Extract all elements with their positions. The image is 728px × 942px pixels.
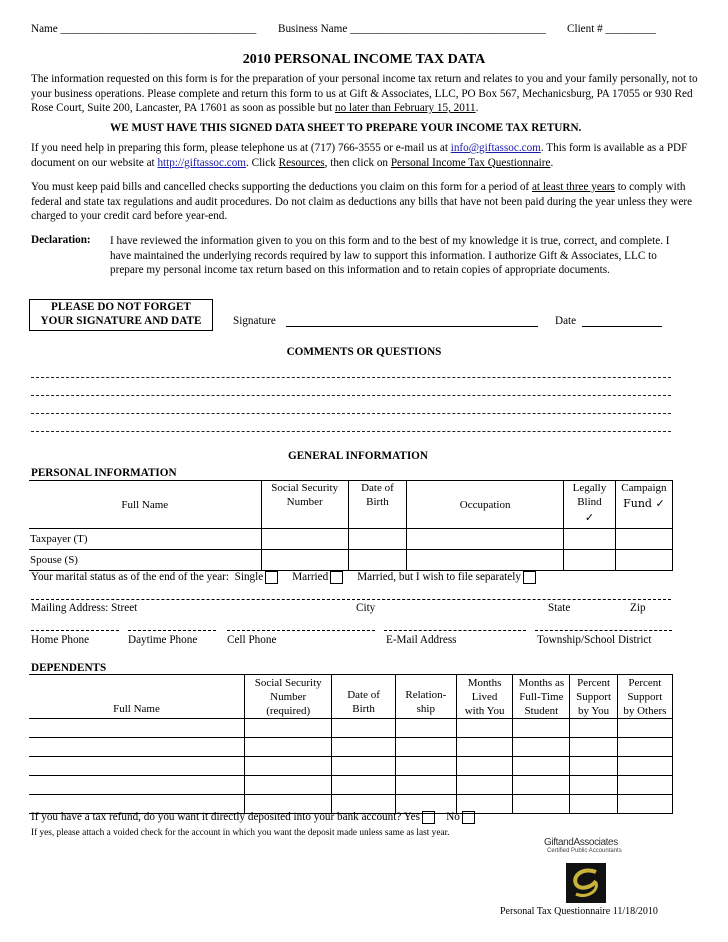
website-link[interactable]: http://giftassoc.com: [157, 156, 247, 169]
street-label: Mailing Address: Street: [31, 602, 138, 614]
dep-header-ssn: Social Security Number (required): [245, 675, 332, 719]
dependents-table: [29, 674, 673, 814]
home-phone-label: Home Phone: [31, 634, 90, 646]
general-info-title: GENERAL INFORMATION: [288, 450, 428, 462]
taxpayer-dob-cell[interactable]: [348, 529, 406, 550]
daytime-phone-label: Daytime Phone: [128, 634, 198, 646]
header-legally-blind: Legally Blind ✓: [564, 481, 616, 529]
taxpayer-campaign-cell[interactable]: [615, 529, 672, 550]
city-label: City: [356, 602, 376, 614]
taxpayer-occupation-cell[interactable]: [407, 529, 564, 550]
row-label-spouse: Spouse (S): [29, 550, 261, 571]
refund-question-row: If you have a tax refund, do you want it directly deposited into your bank account? Yes No: [31, 811, 475, 824]
header-full-name: Full Name: [29, 481, 261, 529]
taxpayer-blind-cell[interactable]: [564, 529, 616, 550]
help-paragraph: If you need help in preparing this form, please telephone us at (717) 766-3555 or e-mail us at info@giftassoc.com. This form is available as a PDF document on our website at http://giftassoc.com. Click Resources, then click on Personal Income Tax Questionnaire.: [31, 142, 688, 169]
footer-text: Personal Tax Questionnaire 11/18/2010: [500, 906, 658, 917]
spouse-ssn-cell[interactable]: [261, 550, 348, 571]
intro-paragraph: The information requested on this form is for the preparation of your personal income tax return and relates to you and your family personally, not to your business operations. Please complete and return this form to us at Gift & Associates, LLC, PO Box 567, Mechanicsburg, PA 17055 or 930 Red Rose Court, Suite 200, Lancaster, PA 17601 as soon as possible but no later than February 15, 2011.: [31, 73, 698, 114]
email-link[interactable]: info@giftassoc.com: [450, 142, 541, 154]
zip-label: Zip: [630, 602, 646, 614]
home-phone-line[interactable]: [31, 630, 119, 631]
date-line[interactable]: [582, 326, 662, 327]
header-campaign-fund: Campaign Fund ✓: [615, 481, 672, 529]
spouse-campaign-cell[interactable]: [615, 550, 672, 571]
header-ssn: Social Security Number: [261, 481, 348, 529]
dep-header-relationship: Relation- ship: [395, 675, 456, 719]
comment-line[interactable]: [31, 395, 671, 396]
company-logo-name: GiftandAssociates: [544, 837, 618, 848]
district-line[interactable]: [535, 630, 672, 631]
page-title: 2010 PERSONAL INCOME TAX DATA: [242, 52, 486, 67]
personal-info-table: [29, 480, 673, 571]
business-name-field-label: Business Name ___________________________________: [278, 23, 546, 35]
marital-status-row: Your marital status as of the end of the year: Single Married Married, but I wish to file separately: [31, 571, 536, 584]
spouse-dob-cell[interactable]: [348, 550, 406, 571]
comment-line[interactable]: [31, 431, 671, 432]
must-sign-notice: WE MUST HAVE THIS SIGNED DATA SHEET TO PREPARE YOUR INCOME TAX RETURN.: [110, 122, 582, 134]
declaration-text: I have reviewed the information given to you on this form and to the best of my knowledge it is true, correct, and complete. I have maintained the underlying records required by law to support this information. I authorize Gift & Associates, LLC to prepare my personal income tax return based on this information and to retain copies of appropriate documents.: [110, 235, 670, 276]
dep-header-full-name: Full Name: [29, 675, 245, 719]
email-address-label: E-Mail Address: [386, 634, 457, 646]
table-row[interactable]: [29, 738, 673, 757]
comment-line[interactable]: [31, 413, 671, 414]
comments-title: COMMENTS OR QUESTIONS: [286, 346, 442, 358]
table-row[interactable]: [29, 757, 673, 776]
signature-reminder-box: PLEASE DO NOT FORGET YOUR SIGNATURE AND DATE: [29, 299, 213, 331]
dependents-title: DEPENDENTS: [31, 662, 107, 674]
personal-info-title: PERSONAL INFORMATION: [31, 467, 177, 479]
refund-no-checkbox[interactable]: [462, 811, 475, 824]
bills-paragraph: You must keep paid bills and cancelled checks supporting the deductions you claim on this form for a period of at least three years to comply with federal and state tax regulations and audit procedures. Do not claim as deductions any bills that have not been paid during the year unless they were charged to your credit card before year-end.: [31, 181, 693, 222]
header-dob: Date of Birth: [348, 481, 406, 529]
signature-line[interactable]: [286, 326, 538, 327]
date-label: Date: [555, 315, 577, 327]
dep-header-support-others: Percent Support by Others: [617, 675, 672, 719]
refund-yes-checkbox[interactable]: [422, 811, 435, 824]
name-field-label: Name ___________________________________: [31, 23, 257, 35]
address-line[interactable]: [31, 599, 671, 600]
table-row: [29, 529, 673, 550]
row-label-taxpayer: Taxpayer (T): [29, 529, 261, 550]
district-label: Township/School District: [537, 634, 652, 646]
company-logo-tagline: Certified Public Accountants: [547, 848, 622, 854]
signature-label: Signature: [233, 315, 276, 327]
married-checkbox[interactable]: [330, 571, 343, 584]
cell-phone-label: Cell Phone: [227, 634, 277, 646]
company-logo-icon: [566, 863, 606, 903]
spouse-blind-cell[interactable]: [564, 550, 616, 571]
header-occupation: Occupation: [407, 481, 564, 529]
spouse-occupation-cell[interactable]: [407, 550, 564, 571]
dep-header-months-student: Months as Full-Time Student: [513, 675, 570, 719]
dep-header-support-you: Percent Support by You: [570, 675, 617, 719]
table-row: [29, 550, 673, 571]
married-separately-checkbox[interactable]: [523, 571, 536, 584]
state-label: State: [548, 602, 571, 614]
daytime-phone-line[interactable]: [128, 630, 216, 631]
check-icon: ✓: [584, 511, 595, 524]
declaration-label: Declaration:: [31, 234, 91, 246]
dep-header-months-lived: Months Lived with You: [456, 675, 512, 719]
taxpayer-ssn-cell[interactable]: [261, 529, 348, 550]
table-row[interactable]: [29, 776, 673, 795]
comment-line[interactable]: [31, 377, 671, 378]
dep-header-dob: Date of Birth: [332, 675, 395, 719]
email-line[interactable]: [384, 630, 526, 631]
single-checkbox[interactable]: [265, 571, 278, 584]
cell-phone-line[interactable]: [227, 630, 375, 631]
refund-note: If yes, please attach a voided check for the account in which you want the deposit made unless same as last year.: [31, 828, 450, 838]
client-number-field-label: Client # _________: [567, 23, 656, 35]
table-row[interactable]: [29, 719, 673, 738]
